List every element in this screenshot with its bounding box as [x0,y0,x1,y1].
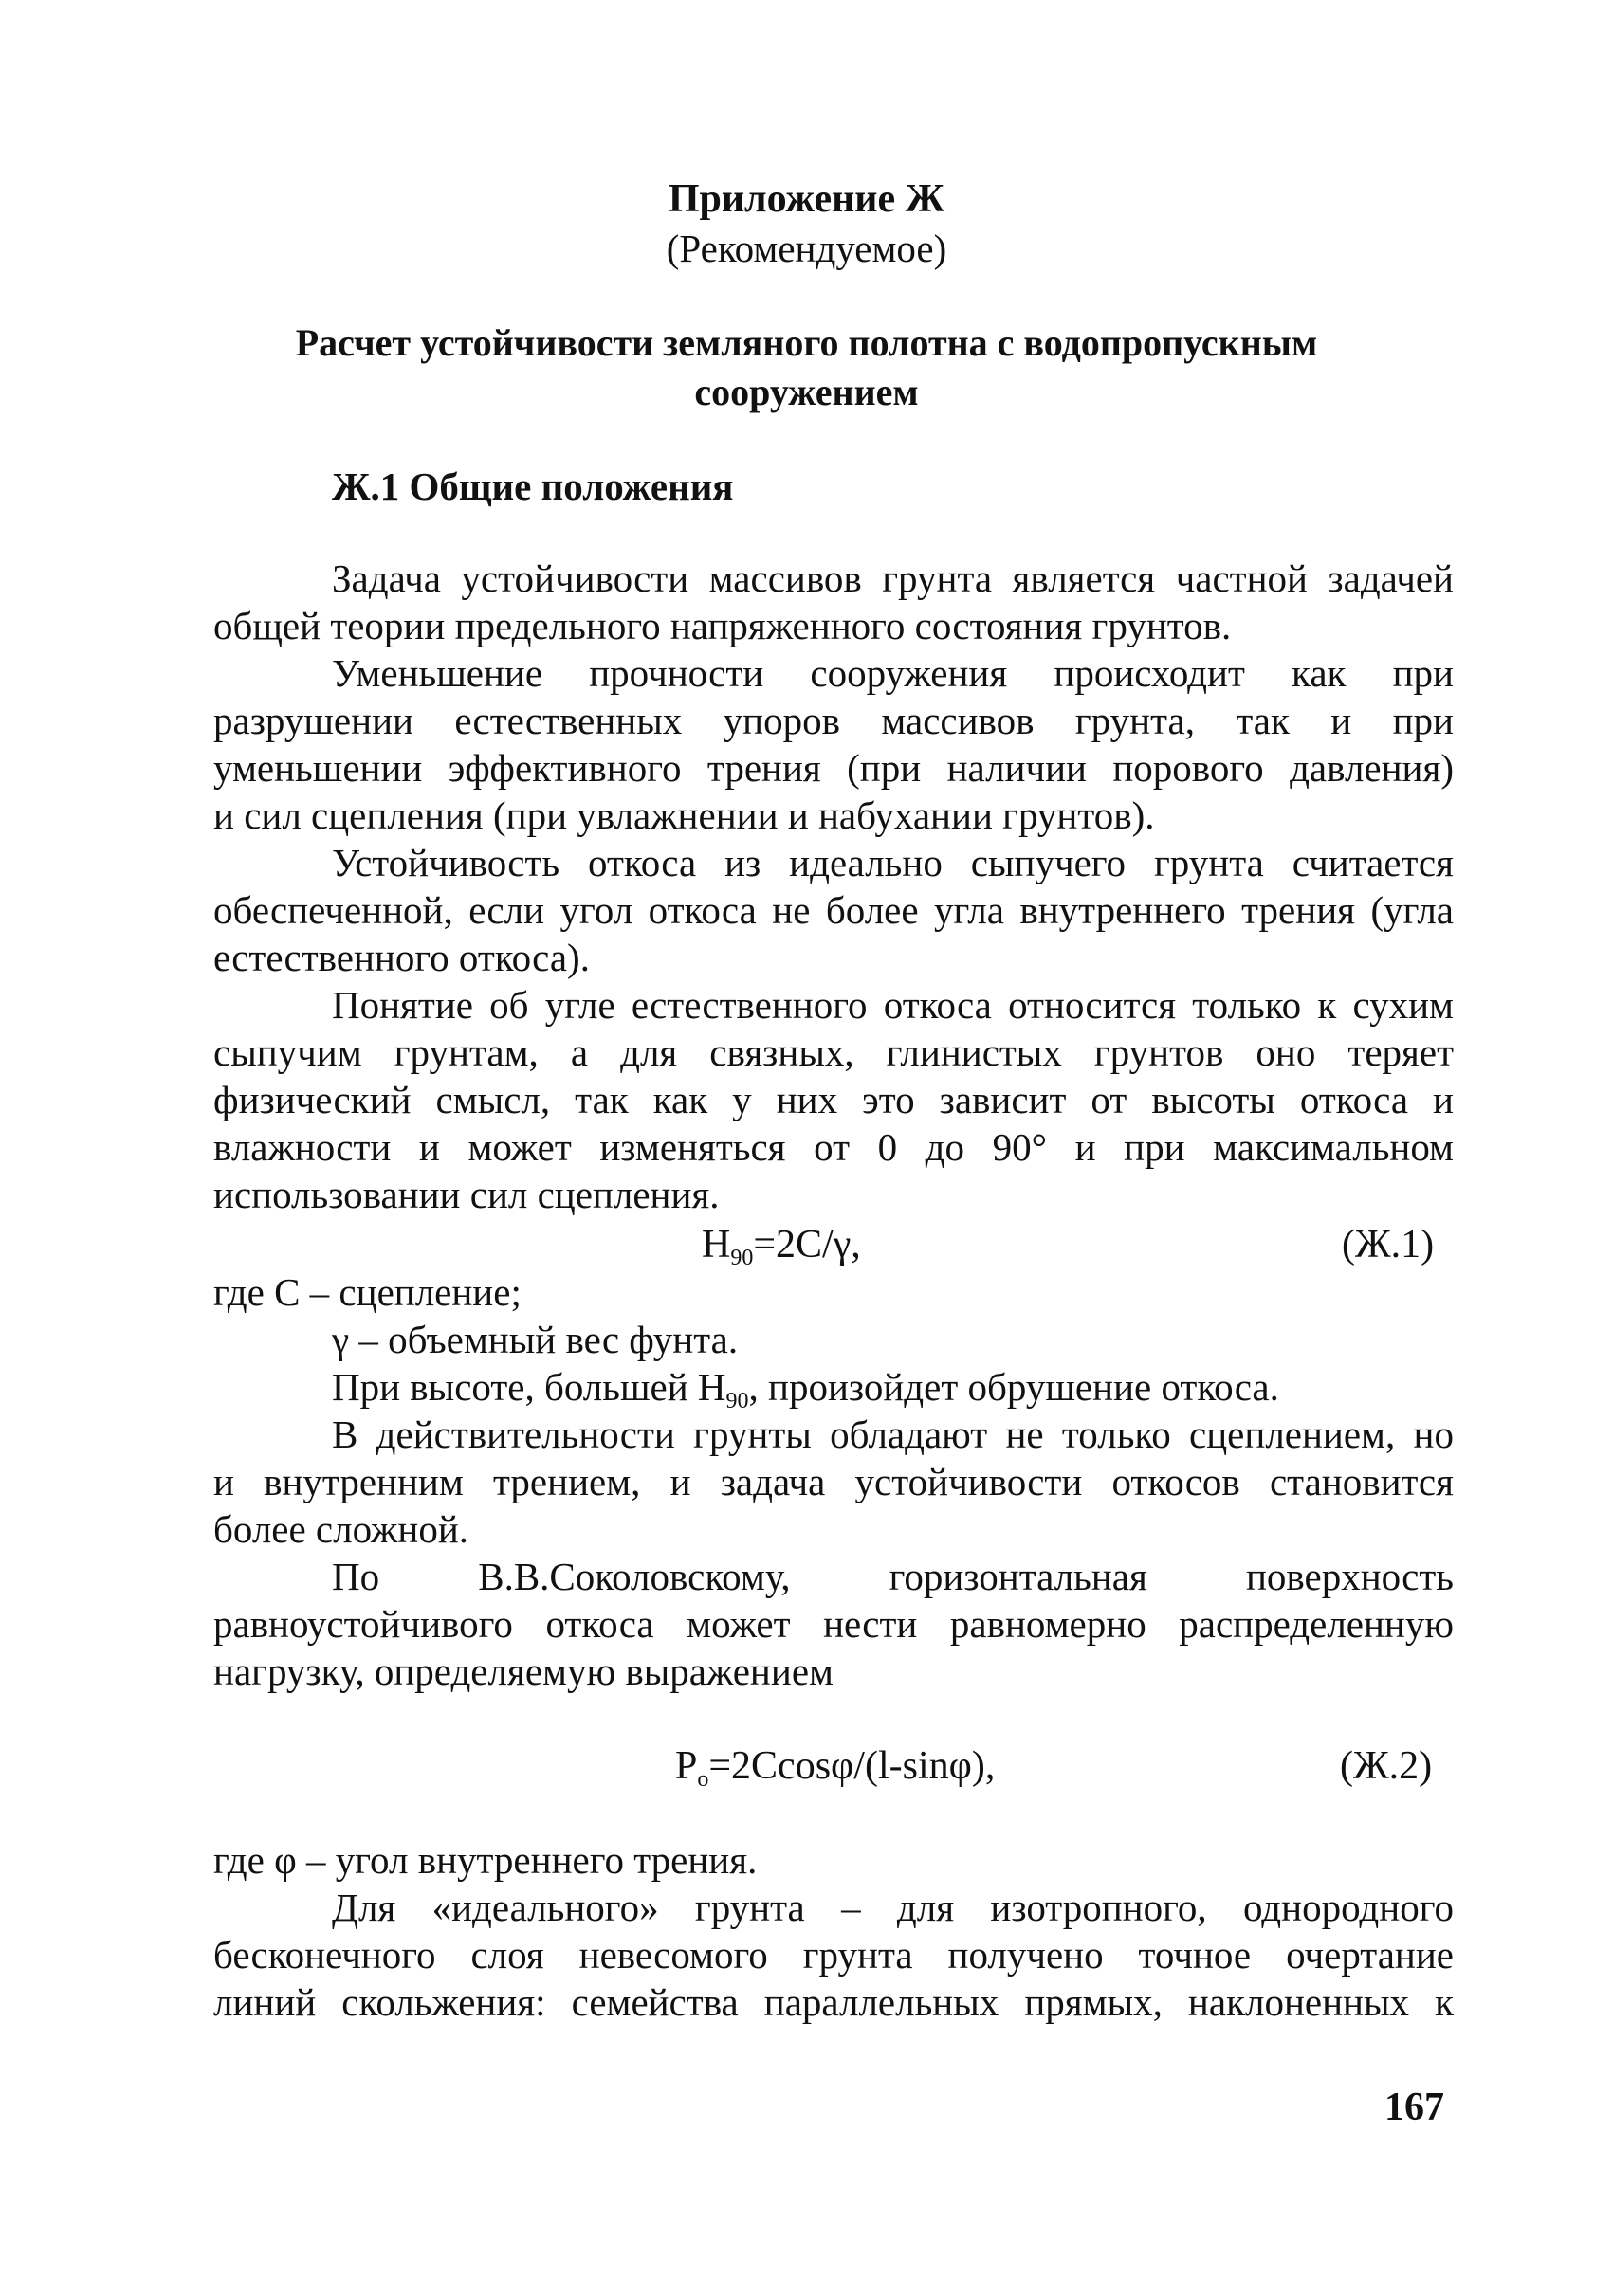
page-number: 167 [1384,2086,1444,2129]
text-line: Устойчивость откоса из идеально сыпучего грунта считается [332,841,1454,884]
text-line: более сложной. [213,1507,469,1551]
formula-zh2 [675,1742,995,1803]
formula-zh2-lhs: P [675,1744,698,1788]
appendix-title: Приложение Ж [668,177,945,221]
text-line: равноустойчивого откоса может нести равномерно распределенную [213,1602,1454,1646]
text-line: Для «идеального» грунта – для изотропного, однородного [332,1886,1454,1929]
text-line: По В.В.Соколовскому, горизонтальная поверхность [332,1555,1454,1598]
text-line: естественного откоса). [213,936,590,979]
text-line-part: При высоте, большей H [332,1365,726,1409]
text-line: общей теории предельного напряженного состояния грунтов. [213,604,1232,647]
text-line-part: , произойдет обрушение откоса. [748,1365,1279,1409]
formula-zh1-rhs: =2С/γ, [753,1223,861,1266]
where-clause: где φ – угол внутреннего трения. [213,1838,758,1882]
text-line: нагрузку, определяемую выражением [213,1649,834,1693]
where-clause: где С – сцепление; [213,1270,522,1314]
formula-zh1-lhs: H [702,1223,731,1266]
text-line: физический смысл, так как у них это зависит от высоты откоса и [213,1078,1454,1121]
text-line: и сил сцепления (при увлажнении и набухании грунтов). [213,793,1155,837]
formula-zh1-number: (Ж.1) [1342,1223,1435,1266]
text-line: Уменьшение прочности сооружения происходит как при [332,651,1454,695]
formula-zh2-subscript: o [697,1767,709,1792]
formula-zh1-subscript: 90 [730,1246,754,1270]
document-title-line-2: сооружением [694,371,919,413]
where-clause: γ – объемный вес фунта. [332,1318,739,1361]
text-line: В действительности грунты обладают не только сцеплением, но [332,1412,1454,1456]
text-line: сыпучим грунтам, а для связных, глинистых грунтов оно теряет [213,1030,1454,1074]
appendix-note: (Рекомендуемое) [666,227,947,270]
text-line: разрушении естественных упоров массивов грунта, так и при [213,699,1454,742]
text-line: уменьшении эффективного трения (при наличии порового давления) [213,746,1454,790]
section-heading: Ж.1 Общие положения [332,465,734,508]
text-line: использовании сил сцепления. [213,1173,720,1216]
text-line-subscript: 90 [725,1389,749,1413]
text-line: бесконечного слоя невесомого грунта получено точное очертание [213,1933,1454,1977]
text-line: линий скольжения: семейства параллельных прямых, наклоненных к [213,1980,1454,2024]
text-line: Задача устойчивости массивов грунта является частной задачей [332,556,1454,600]
text-line: влажности и может изменяться от 0 до 90° и при максимальном [213,1125,1454,1169]
formula-zh2-rhs: =2Сcosφ/(l-sinφ), [708,1744,996,1788]
document-title-line-1: Расчет устойчивости земляного полотна с водопропускным [295,321,1318,364]
text-line: обеспеченной, если угол откоса не более угла внутреннего трения (угла [213,888,1454,932]
formula-zh2-number: (Ж.2) [1340,1744,1433,1788]
text-line: Понятие об угле естественного откоса относится только к сухим [332,983,1454,1027]
text-line: и внутренним трением, и задача устойчивости откосов становится [213,1460,1454,1503]
formula-zh1 [702,1221,861,1282]
